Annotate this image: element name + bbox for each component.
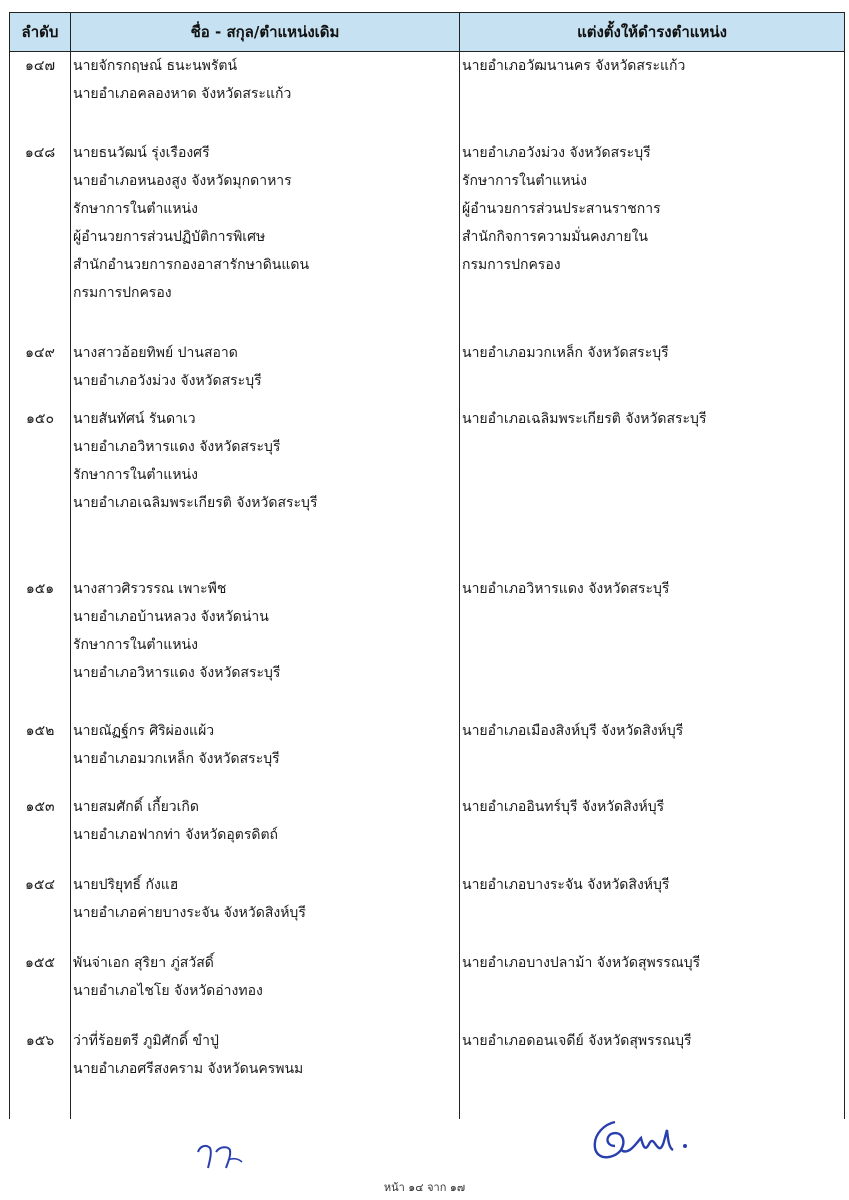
old-position-line: นายอำเภอวังม่วง จังหวัดสระบุรี <box>73 372 262 389</box>
old-position-line: นายอำเภอบ้านหลวง จังหวัดน่าน <box>73 608 269 625</box>
row-new-position <box>460 575 845 717</box>
old-position-line: นายอำเภอหนองสูง จังหวัดมุกดาหาร <box>73 172 292 189</box>
old-position-line: นายสันทัศน์ รันดาเว <box>73 410 196 427</box>
old-position-line: นายอำเภอฟากท่า จังหวัดอุตรดิตถ์ <box>73 826 279 843</box>
old-position-line: นางสาวอ้อยทิพย์ ปานสอาด <box>73 344 238 361</box>
header-new-position: แต่งตั้งให้ดำรงตำแหน่ง <box>460 13 845 52</box>
director-signature-icon <box>585 1112 705 1170</box>
appointment-table <box>9 12 845 1119</box>
row-name-old-position <box>71 949 460 1027</box>
header-order: ลำดับ <box>10 13 71 52</box>
row-name-old-position <box>71 575 460 717</box>
new-position-line: นายอำเภอวังม่วง จังหวัดสระบุรี <box>462 144 651 161</box>
table-row <box>10 139 845 339</box>
page-number: หน้า ๑๔ จาก ๑๗ <box>383 1181 466 1194</box>
row-new-position <box>460 717 845 793</box>
new-position-line: นายอำเภอเมืองสิงห์บุรี จังหวัดสิงห์บุรี <box>462 722 684 739</box>
old-position-line: นายจักรกฤษณ์ ธนะนพรัตน์ <box>73 58 238 74</box>
old-position-line: นายอำเภอมวกเหล็ก จังหวัดสระบุรี <box>73 750 280 767</box>
table-row <box>10 717 845 793</box>
old-position-line: นายอำเภอเฉลิมพระเกียรติ จังหวัดสระบุรี <box>73 494 318 511</box>
new-position-line: ผู้อำนวยการส่วนประสานราชการ <box>462 200 661 217</box>
old-position-line: นายปริยุทธิ์ กังแฮ <box>73 876 179 893</box>
old-position-line: นายอำเภอวิหารแดง จังหวัดสระบุรี <box>73 664 281 681</box>
new-position-line: นายอำเภอดอนเจดีย์ จังหวัดสุพรรณบุรี <box>462 1032 692 1049</box>
new-position-line: กรมการปกครอง <box>462 256 561 273</box>
row-order-number: ๑๕๔ <box>10 871 71 949</box>
table-row <box>10 1027 845 1119</box>
new-position-line: นายอำเภอบางปลาม้า จังหวัดสุพรรณบุรี <box>462 954 701 971</box>
row-new-position <box>460 793 845 871</box>
table-row <box>10 949 845 1027</box>
new-position-line: นายอำเภอเฉลิมพระเกียรติ จังหวัดสระบุรี <box>462 410 707 427</box>
row-name-old-position <box>71 717 460 793</box>
table-body <box>10 52 845 1119</box>
old-position-line: นายธนวัฒน์ รุ่งเรืองศรี <box>73 144 210 161</box>
old-position-line: สำนักอำนวยการกองอาสารักษาดินแดน <box>73 256 310 273</box>
row-name-old-position <box>71 1027 460 1119</box>
new-position-line: นายอำเภอวัฒนานคร จังหวัดสระแก้ว <box>462 58 686 74</box>
row-new-position <box>460 52 845 139</box>
old-position-line: นายณัฏฐ์กร ศิริผ่องแผ้ว <box>73 722 215 739</box>
row-name-old-position <box>71 52 460 139</box>
new-position-line: นายอำเภอมวกเหล็ก จังหวัดสระบุรี <box>462 344 669 361</box>
old-position-line: นายอำเภอค่ายบางระจัน จังหวัดสิงห์บุรี <box>73 904 306 921</box>
row-name-old-position <box>71 139 460 339</box>
old-position-line: รักษาการในตำแหน่ง <box>73 466 198 483</box>
row-order-number: ๑๕๖ <box>10 1027 71 1119</box>
row-order-number: ๑๔๙ <box>10 339 71 405</box>
table-row <box>10 339 845 405</box>
old-position-line: รักษาการในตำแหน่ง <box>73 200 198 217</box>
row-new-position <box>460 405 845 575</box>
row-name-old-position <box>71 871 460 949</box>
row-order-number: ๑๕๓ <box>10 793 71 871</box>
old-position-line: นายอำเภอวิหารแดง จังหวัดสระบุรี <box>73 438 281 455</box>
row-name-old-position <box>71 339 460 405</box>
old-position-line: กรมการปกครอง <box>73 284 172 301</box>
row-order-number: ๑๕๑ <box>10 575 71 717</box>
appointment-table-page <box>9 12 844 1170</box>
row-new-position <box>460 871 845 949</box>
row-new-position <box>460 139 845 339</box>
new-position-line: นายอำเภอวิหารแดง จังหวัดสระบุรี <box>462 580 670 597</box>
new-position-line: รักษาการในตำแหน่ง <box>462 172 587 189</box>
old-position-line: พันจ่าเอก สุริยา ภู่สวัสดิ์ <box>73 954 214 971</box>
table-row <box>10 52 845 139</box>
row-new-position <box>460 949 845 1027</box>
table-row <box>10 405 845 575</box>
row-order-number: ๑๔๘ <box>10 139 71 339</box>
table-header-row <box>10 13 845 52</box>
header-name-old-position: ชื่อ - สกุล/ตำแหน่งเดิม <box>71 13 460 52</box>
old-position-line: ผู้อำนวยการส่วนปฏิบัติการพิเศษ <box>73 228 266 245</box>
row-new-position <box>460 1027 845 1119</box>
table-row <box>10 575 845 717</box>
old-position-line: นางสาวศิรวรรณ เพาะพืช <box>73 580 227 597</box>
old-position-line: นายอำเภอคลองหาด จังหวัดสระแก้ว <box>73 86 292 102</box>
row-order-number: ๑๕๕ <box>10 949 71 1027</box>
row-order-number: ๑๕๒ <box>10 717 71 793</box>
old-position-line: นายอำเภอไชโย จังหวัดอ่างทอง <box>73 982 263 999</box>
row-order-number: ๑๔๗ <box>10 52 71 139</box>
old-position-line: นายอำเภอศรีสงคราม จังหวัดนครพนม <box>73 1060 304 1077</box>
new-position-line: สำนักกิจการความมั่นคงภายใน <box>462 228 649 245</box>
old-position-line: นายสมศักดิ์ เกี้ยวเกิด <box>73 798 199 815</box>
table-row <box>10 871 845 949</box>
new-position-line: นายอำเภอบางระจัน จังหวัดสิงห์บุรี <box>462 876 670 893</box>
old-position-line: รักษาการในตำแหน่ง <box>73 636 198 653</box>
row-name-old-position <box>71 405 460 575</box>
table-row <box>10 793 845 871</box>
initials-signature-icon <box>192 1138 262 1172</box>
old-position-line: ว่าที่ร้อยตรี ภูมิศักดิ์ ขำปู่ <box>73 1032 219 1049</box>
new-position-line: นายอำเภออินทร์บุรี จังหวัดสิงห์บุรี <box>462 798 665 815</box>
row-new-position <box>460 339 845 405</box>
row-name-old-position <box>71 793 460 871</box>
row-order-number: ๑๕๐ <box>10 405 71 575</box>
